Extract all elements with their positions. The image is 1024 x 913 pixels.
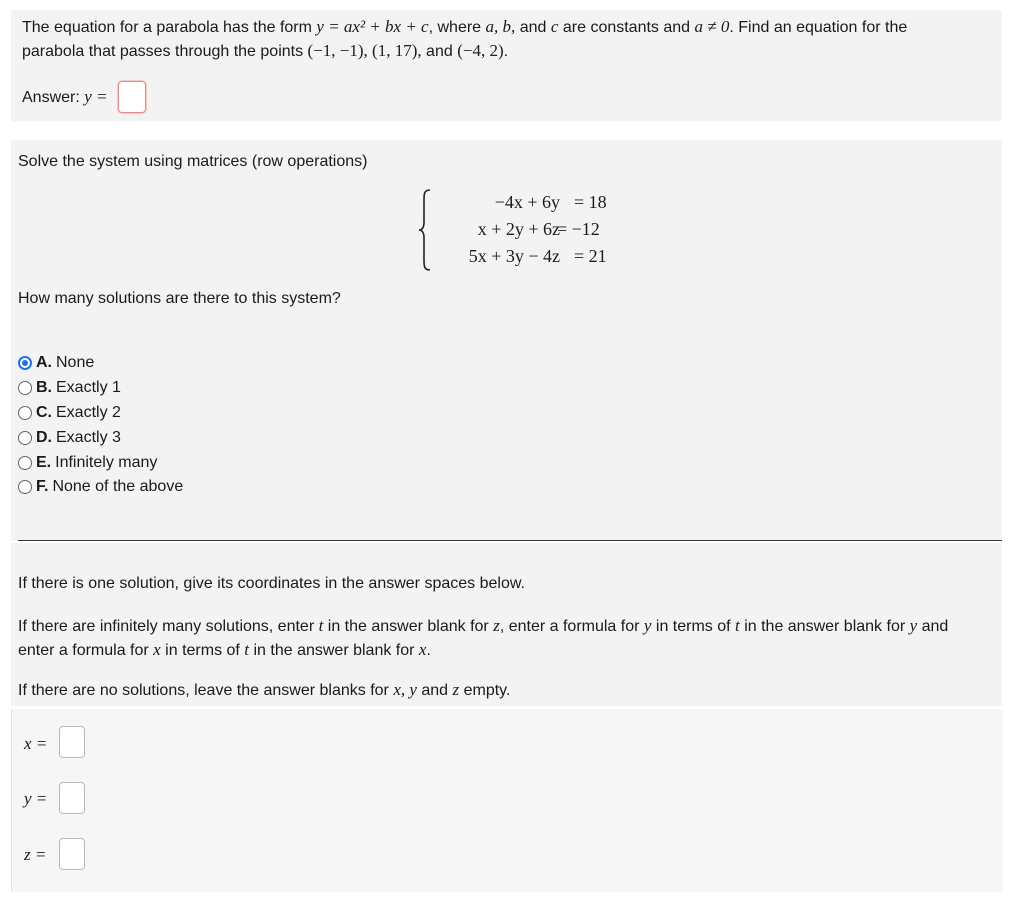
- radio-icon[interactable]: [18, 431, 32, 445]
- answer-label: Answer:: [22, 89, 85, 106]
- formula: y = ax² + bx + c: [316, 17, 429, 36]
- equation-2-rhs: = −12: [557, 219, 600, 239]
- variable: t: [318, 616, 324, 635]
- answer-row: [22, 86, 108, 109]
- choice-label: Infinitely many: [55, 454, 158, 471]
- x-label: x =: [24, 734, 48, 753]
- info-one-solution: If there is one solution, give its coordinates in the answer spaces below.: [18, 575, 525, 592]
- text: The equation for a parabola has the form: [22, 19, 317, 36]
- info-no-solutions: [18, 679, 510, 702]
- variable: z: [452, 680, 460, 699]
- text: in terms of: [160, 642, 245, 659]
- variable: t: [735, 616, 740, 635]
- radio-icon[interactable]: [18, 381, 32, 395]
- text: enter a formula for: [18, 642, 154, 659]
- text: , enter a formula for: [499, 618, 644, 635]
- answer-blanks-panel: [11, 709, 1003, 892]
- text: in the answer blank for: [323, 618, 494, 635]
- constants: a, b,: [485, 17, 516, 36]
- variables: x, y: [393, 680, 417, 699]
- choice-label: None of the above: [52, 478, 184, 495]
- choice-letter: A.: [36, 354, 52, 371]
- equation-3-lhs: 5x + 3y − 4z: [468, 246, 560, 266]
- variable: x: [418, 640, 427, 659]
- text: in the answer blank for: [739, 618, 910, 635]
- z-label: z =: [24, 845, 47, 864]
- text: in the answer blank for: [249, 642, 419, 659]
- choice-label: Exactly 2: [56, 404, 121, 421]
- text: and: [515, 19, 551, 36]
- text: empty.: [459, 682, 511, 699]
- equation-1-lhs: −4x + 6y: [494, 192, 560, 212]
- equation-system: [418, 188, 628, 272]
- problem-1-statement-line1: [22, 16, 907, 39]
- info-infinite-line2: [18, 639, 431, 662]
- text: . Find an equation for the: [729, 19, 908, 36]
- problem-1-statement-line2: [22, 40, 508, 63]
- variable: c: [550, 17, 559, 36]
- text: and: [917, 618, 949, 635]
- choice-label: None: [56, 354, 95, 371]
- text: If there are no solutions, leave the answer blanks for: [18, 682, 394, 699]
- point: (−4, 2): [457, 41, 504, 60]
- left-brace-icon: [418, 188, 432, 272]
- parabola-answer-input[interactable]: [118, 81, 146, 113]
- choice-f[interactable]: [18, 476, 183, 498]
- choice-label: Exactly 1: [56, 379, 121, 396]
- text: .: [503, 43, 509, 60]
- radio-icon[interactable]: [18, 456, 32, 470]
- info-infinite-line1: [18, 615, 948, 638]
- x-answer-input[interactable]: [59, 726, 85, 758]
- points: (−1, −1), (1, 17),: [307, 41, 422, 60]
- choice-letter: C.: [36, 404, 52, 421]
- text: , where: [428, 19, 486, 36]
- variable: y: [909, 616, 918, 635]
- text: and: [416, 682, 453, 699]
- text: parabola that passes through the points: [22, 43, 308, 60]
- equation-3-rhs: = 21: [574, 246, 607, 266]
- y-answer-input[interactable]: [59, 782, 85, 814]
- choice-a[interactable]: [18, 352, 94, 374]
- equation-2-lhs: x + 2y + 6z: [477, 219, 560, 239]
- variable: y: [643, 616, 652, 635]
- choice-e[interactable]: [18, 452, 157, 474]
- choice-letter: F.: [36, 478, 49, 495]
- instruction-text: Solve the system using matrices (row operations): [18, 153, 368, 170]
- text: in terms of: [651, 618, 736, 635]
- condition: a ≠ 0: [694, 17, 730, 36]
- radio-selected-icon[interactable]: [18, 356, 32, 370]
- choice-b[interactable]: [18, 377, 121, 399]
- choice-label: Exactly 3: [56, 429, 121, 446]
- choice-letter: B.: [36, 379, 52, 396]
- variable: z: [493, 616, 500, 635]
- choice-c[interactable]: [18, 402, 121, 424]
- z-answer-input[interactable]: [59, 838, 85, 870]
- question-text: How many solutions are there to this system?: [18, 290, 341, 307]
- equation-1-rhs: = 18: [574, 192, 607, 212]
- text: If there are infinitely many solutions, enter: [18, 618, 319, 635]
- choice-letter: E.: [36, 454, 52, 471]
- choice-letter: D.: [36, 429, 52, 446]
- variable: t: [244, 640, 250, 659]
- section-divider: [18, 540, 1002, 541]
- text: .: [426, 642, 431, 659]
- answer-variable: y =: [84, 87, 108, 106]
- y-label: y =: [24, 789, 48, 808]
- text: are constants and: [558, 19, 695, 36]
- variable: x: [153, 640, 161, 659]
- text: and: [421, 43, 458, 60]
- radio-icon[interactable]: [18, 480, 32, 494]
- choice-d[interactable]: [18, 427, 121, 449]
- radio-icon[interactable]: [18, 406, 32, 420]
